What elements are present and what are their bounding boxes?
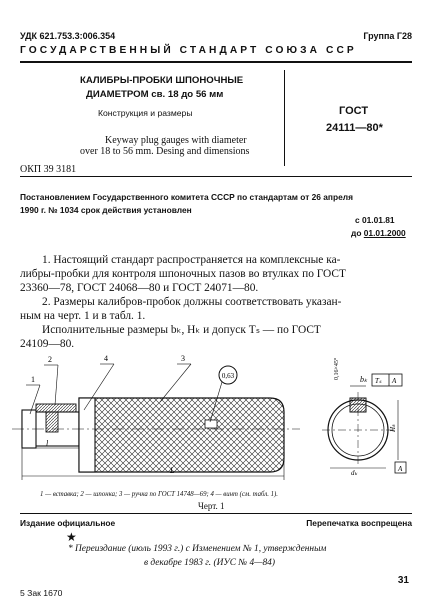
title-ru-line1: КАЛИБРЫ-ПРОБКИ ШПОНОЧНЫЕ — [80, 75, 244, 86]
title-en-line2: over 18 to 56 mm. Desing and dimensions — [80, 146, 250, 157]
paragraph-1-line1: 1. Настоящий стандарт распространяется на комплексные ка- — [42, 254, 341, 266]
gost-number: 24111—80* — [326, 122, 383, 134]
title-ru-line2: ДИАМЕТРОМ св. 18 до 56 мм — [86, 89, 224, 100]
decree-line1: Постановлением Государственного комитета СССР по стандартам от 26 апреля — [20, 192, 353, 202]
callout-2-leader-down — [55, 365, 58, 405]
header-rule — [20, 61, 412, 63]
reissue-note-line2: в декабре 1983 г. (ИУС № 4—84) — [144, 558, 275, 568]
paragraph-1-line2: либры-пробки для контроля шпоночных пазов во втулках по ГОСТ — [20, 268, 346, 280]
print-order: 5 Зак 1670 — [20, 588, 63, 598]
reissue-note-line1: * Переиздание (июль 1993 г.) с Изменением № 1, утвержденным — [68, 544, 327, 554]
group-code: Группа Г28 — [363, 31, 412, 41]
title-en-line1: Keyway plug gauges with diameter — [105, 135, 247, 146]
callout-1: 1 — [31, 375, 35, 384]
callout-2: 2 — [48, 355, 52, 364]
decree-to-prefix: до — [351, 228, 362, 238]
standard-body-title: ГОСУДАРСТВЕННЫЙ СТАНДАРТ СОЮЗА ССР — [20, 45, 357, 56]
dim-Hk-label: Hₖ — [389, 423, 397, 432]
official-edition: Издание официальное — [20, 518, 116, 528]
tolerance-datum-label: A — [392, 377, 397, 385]
dim-dk-label: dₖ — [351, 469, 358, 477]
key-section — [36, 404, 76, 412]
decree-from: с 01.01.81 — [355, 215, 395, 225]
dim-L-label: L — [170, 466, 175, 475]
dim-chamfer-label: 0,16×45° — [334, 357, 340, 380]
page-number: 31 — [397, 575, 409, 586]
callout-3: 3 — [181, 354, 185, 363]
roughness-label: 0,63 — [221, 372, 235, 380]
callout-3-leader-down — [160, 364, 191, 402]
handle-body — [79, 398, 284, 472]
dim-bk-label: bₖ — [360, 375, 368, 384]
datum-A-label: A — [398, 465, 403, 473]
okp-code: ОКП 39 3181 — [20, 164, 77, 175]
handle-collar — [79, 398, 95, 472]
drawing-caption: 1 — вставка; 2 — шпонка; 3 — ручка по ГОСТ 14748—69; 4 — винт (см. табл. 1). — [40, 491, 278, 498]
decree-to-date: 01.01.2000 — [363, 228, 406, 238]
paragraph-1-line3: 23360—78, ГОСТ 24068—80 и ГОСТ 24071—80. — [20, 282, 259, 294]
title-ru-sub: Конструкция и размеры — [98, 108, 193, 118]
dim-l-label: l — [46, 439, 49, 448]
udc-code: УДК 621.753.3:006.354 — [20, 31, 116, 41]
paragraph-3-line2: 24109—80. — [20, 338, 75, 350]
star-mark: ★ — [66, 530, 77, 544]
decree-to — [351, 228, 406, 238]
gauge-drawing — [0, 352, 429, 482]
handle-label-field — [205, 420, 217, 428]
paragraph-2-line2: ным на черт. 1 и в табл. 1. — [20, 310, 146, 322]
reprint-notice: Перепечатка воспрещена — [306, 518, 412, 528]
decree-line2: 1990 г. № 1034 срок действия установлен — [20, 205, 192, 215]
gost-label: ГОСТ — [339, 105, 369, 117]
title-rule — [20, 176, 412, 177]
paragraph-3-line1: Исполнительные размеры bₖ, Hₖ и допуск Tₛ — по ГОСТ — [42, 324, 321, 336]
gost-divider — [284, 70, 285, 166]
figure-label: Черт. 1 — [198, 501, 225, 511]
paragraph-2-line1: 2. Размеры калибров-пробок должны соответствовать указан- — [42, 296, 342, 308]
caption-rule — [20, 513, 412, 514]
callout-4: 4 — [104, 354, 108, 363]
tolerance-T-label: Tₛ — [375, 377, 382, 385]
